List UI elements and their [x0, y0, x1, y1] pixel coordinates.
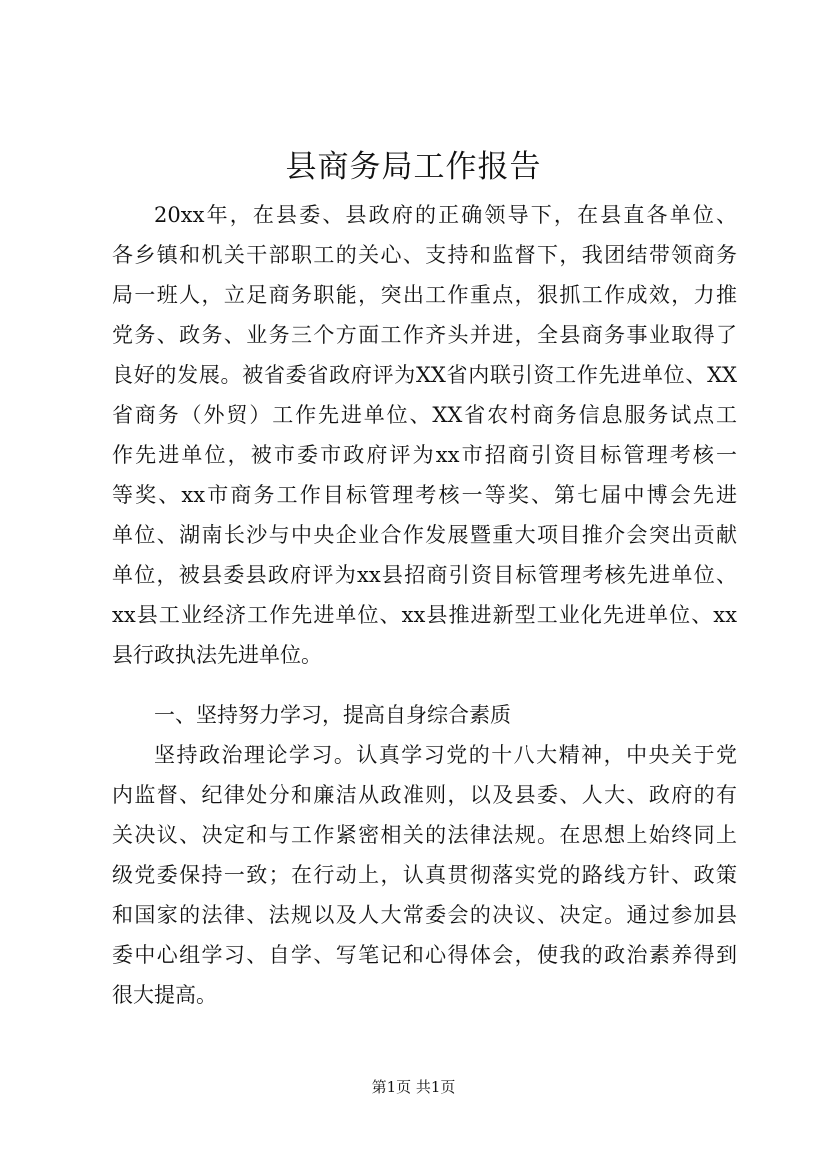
- paragraph-1-line: 单位、湖南长沙与中央企业合作发展暨重大项目推介会突出贡献: [112, 523, 737, 547]
- section-heading: 一、坚持努力学习，提高自身综合素质: [154, 703, 511, 727]
- paragraph-3-line: 和国家的法律、法规以及人大常委会的决议、决定。通过参加县: [112, 903, 737, 927]
- paragraph-1-line: xx县工业经济工作先进单位、xx县推进新型工业化先进单位、xx: [112, 603, 737, 627]
- page-footer: 第1页 共1页: [371, 1078, 456, 1096]
- paragraph-1-line: 20xx年，在县委、县政府的正确领导下，在县直各单位、: [154, 203, 737, 227]
- paragraph-3-line: 很大提高。: [112, 983, 217, 1007]
- paragraph-3-line: 内监督、纪律处分和廉洁从政准则，以及县委、人大、政府的有: [112, 783, 737, 807]
- paragraph-1-line: 等奖、xx市商务工作目标管理考核一等奖、第七届中博会先进: [112, 483, 737, 507]
- paragraph-1-line: 单位，被县委县政府评为xx县招商引资目标管理考核先进单位、: [112, 563, 737, 587]
- paragraph-3-line: 委中心组学习、自学、写笔记和心得体会，使我的政治素养得到: [112, 943, 737, 967]
- paragraph-1-line: 各乡镇和机关干部职工的关心、支持和监督下，我团结带领商务: [112, 243, 737, 267]
- paragraph-3-line: 级党委保持一致；在行动上，认真贯彻落实党的路线方针、政策: [112, 863, 737, 887]
- paragraph-1-line: 省商务（外贸）工作先进单位、XX省农村商务信息服务试点工: [112, 403, 737, 427]
- paragraph-1-line: 局一班人，立足商务职能，突出工作重点，狠抓工作成效，力推: [112, 283, 737, 307]
- paragraph-1-line: 作先进单位，被市委市政府评为xx市招商引资目标管理考核一: [112, 443, 737, 467]
- paragraph-3-line: 关决议、决定和与工作紧密相关的法律法规。在思想上始终同上: [112, 823, 737, 847]
- paragraph-1-line: 县行政执法先进单位。: [112, 643, 322, 667]
- paragraph-1-line: 党务、政务、业务三个方面工作齐头并进，全县商务事业取得了: [112, 323, 737, 347]
- paragraph-1-line: 良好的发展。被省委省政府评为XX省内联引资工作先进单位、XX: [112, 363, 737, 387]
- document-title: 县商务局工作报告: [285, 149, 542, 185]
- paragraph-3-line: 坚持政治理论学习。认真学习党的十八大精神，中央关于党: [154, 743, 737, 767]
